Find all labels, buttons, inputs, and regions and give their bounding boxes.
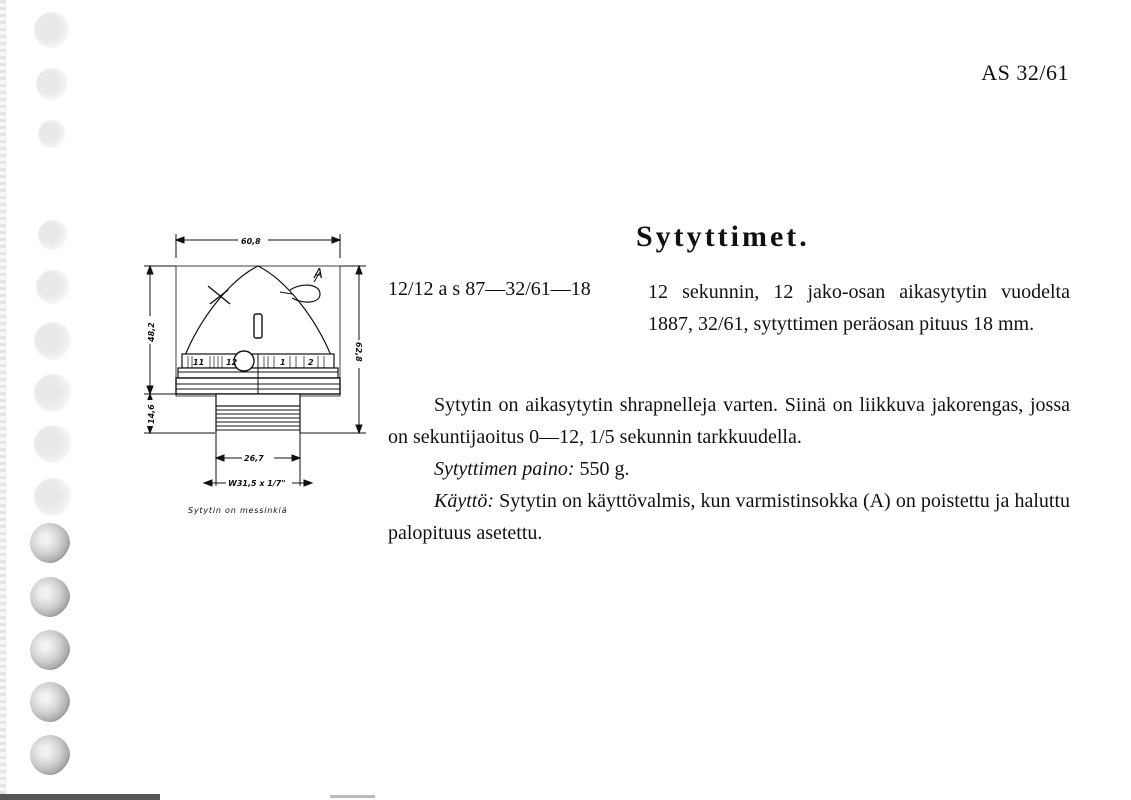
binder-hole	[36, 270, 70, 304]
weight-value: 550 g.	[574, 458, 630, 480]
scan-edge	[330, 795, 375, 798]
arrow-head	[176, 237, 184, 243]
ring-number: 1	[280, 358, 286, 367]
paragraph-usage	[388, 485, 1070, 549]
binder-hole	[34, 425, 72, 463]
dim-thread-spec-label: W31,5 x 1/7"	[228, 479, 286, 488]
dim-lower-height-label: 14,6	[147, 404, 156, 424]
dim-width-label: 60,8	[241, 237, 261, 246]
dim-total-height-label: 62,8	[354, 342, 363, 362]
thread-base	[216, 394, 300, 406]
fuze-description: 12 sekunnin, 12 jako-osan aikasytytin vuodelta 1887, 32/61, sytyttimen peräosan pituus 18 mm.	[648, 281, 1070, 335]
fuze-designation: 12/12 a s 87—32/61—18	[388, 278, 591, 300]
page-title: Sytyttimet.	[636, 220, 810, 253]
ring-number: 11	[193, 358, 205, 367]
safety-pin	[290, 285, 320, 302]
ring-number: 2	[308, 358, 314, 367]
fuze-cone	[184, 266, 332, 358]
binder-hole	[38, 220, 68, 250]
ring-number: 12	[226, 358, 238, 367]
page-code: AS 32/61	[981, 60, 1069, 85]
paragraph-description: Sytytin on aikasytytin shrapnelleja varten. Siinä on liikkuva jakorengas, jossa on sekuntijaoitus 0—12, 1/5 sekunnin tarkkuudella.	[388, 394, 1070, 448]
binding-edge	[0, 0, 6, 800]
binder-hole	[30, 682, 70, 722]
usage-label: Käyttö:	[434, 490, 494, 512]
binder-hole	[34, 12, 70, 48]
arrow-head	[332, 237, 340, 243]
paragraph-weight	[388, 453, 1070, 485]
weight-label: Sytyttimen paino:	[434, 458, 575, 480]
binder-hole	[30, 523, 70, 563]
binder-hole	[34, 322, 72, 360]
binder-hole	[30, 630, 70, 670]
drawing-caption: Sytytin on messinkiä	[188, 506, 288, 515]
usage-text: Sytytin on käyttövalmis, kun varmistinsokka (A) on poistettu ja haluttu palopituus asetettu.	[388, 490, 1070, 544]
dim-upper-height-label: 48,2	[147, 322, 156, 342]
binding-margin	[0, 0, 90, 800]
dim-thread-diameter-label: 26,7	[244, 454, 264, 463]
body-text	[388, 389, 1070, 549]
binder-hole	[30, 735, 70, 775]
fuze-drawing	[140, 228, 370, 528]
binder-hole	[36, 68, 68, 100]
binder-hole	[30, 577, 70, 617]
scan-edge	[0, 794, 160, 800]
binder-hole	[34, 478, 72, 516]
binder-hole	[38, 120, 66, 148]
pin-label: A	[314, 267, 323, 282]
binder-hole	[34, 374, 72, 412]
fuze-drawing-svg	[140, 228, 370, 528]
